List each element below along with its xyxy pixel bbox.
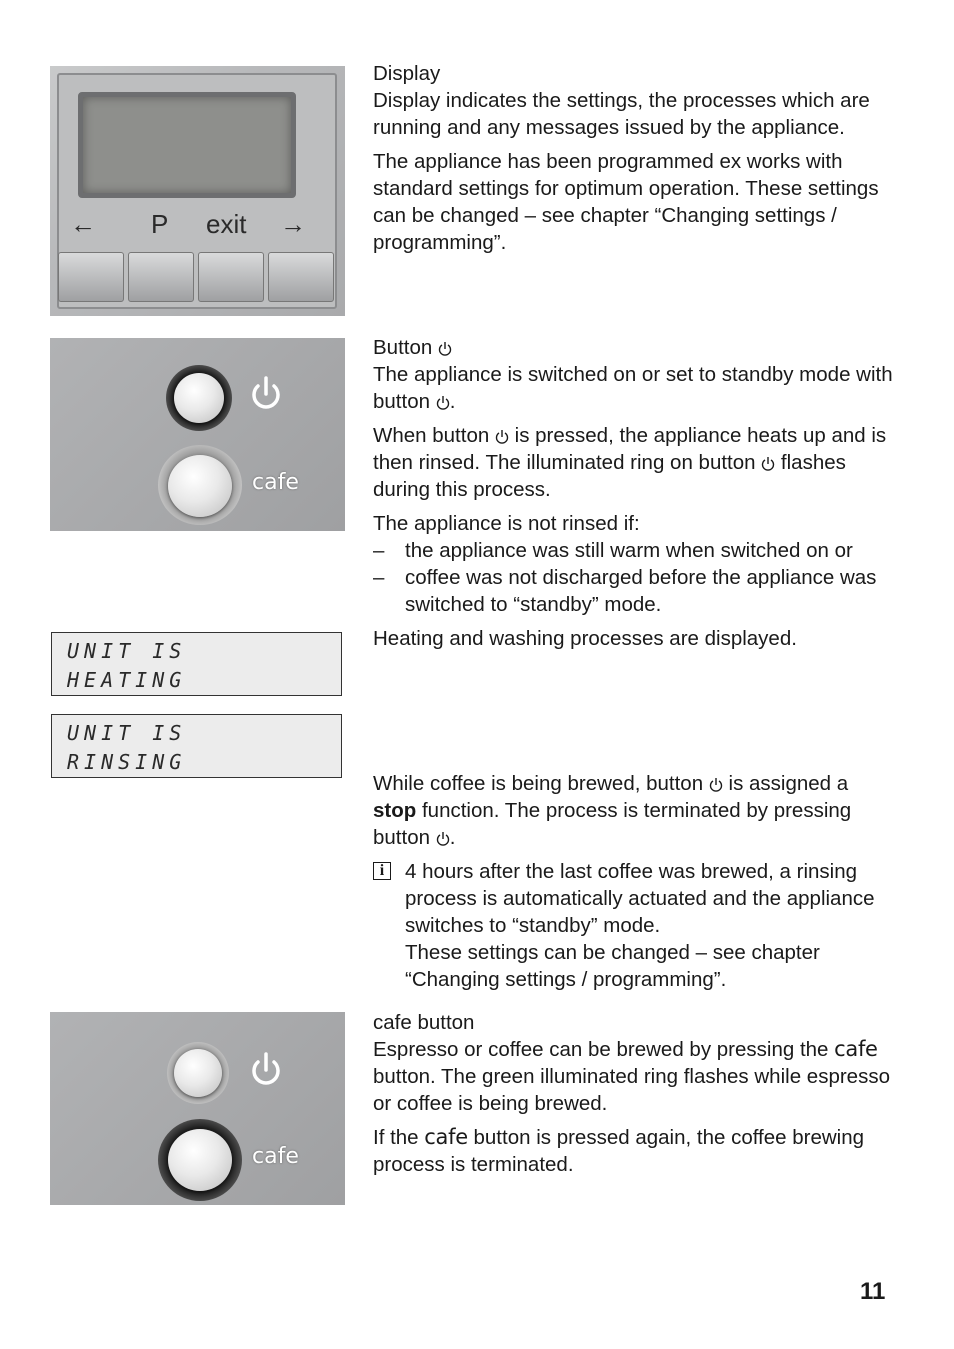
lcd-heating-line-1: UNIT IS bbox=[67, 639, 187, 663]
left-arrow-label: ← bbox=[70, 209, 96, 239]
info-text-2: These settings can be changed – see chapter “Changing settings / programming”. bbox=[405, 941, 820, 991]
lcd-rinsing-box bbox=[51, 714, 342, 778]
power-para-2b: is pressed, the appliance heats up and is then rinsed. The illuminated ring on button bbox=[373, 424, 887, 474]
lcd-heating-line-2: HEATING bbox=[67, 668, 187, 692]
display-key-2 bbox=[128, 252, 194, 302]
cafe-button-knob bbox=[168, 455, 232, 517]
power-icon bbox=[248, 374, 284, 414]
cafe-button-knob bbox=[168, 1129, 232, 1191]
stop-para-b: is assigned a bbox=[722, 772, 849, 795]
display-heading: Display bbox=[373, 62, 441, 85]
power-icon bbox=[438, 340, 452, 356]
power-icon bbox=[436, 830, 450, 846]
display-key-4 bbox=[268, 252, 334, 302]
power-text-block bbox=[373, 334, 893, 652]
info-note bbox=[373, 858, 893, 993]
stop-para-c: function. The process is terminated by pressing button bbox=[373, 799, 852, 849]
page-number: 11 bbox=[860, 1278, 886, 1305]
cafe-para-1 bbox=[373, 1036, 893, 1117]
list-item: – the appliance was still warm when switched on or bbox=[373, 537, 893, 564]
power-heading-text: Button bbox=[373, 336, 433, 359]
power-para-2a: When button bbox=[373, 424, 495, 447]
info-text: 4 hours after the last coffee was brewed, a rinsing process is automatically actuated and the appliance switches to “standby” mode. bbox=[405, 860, 875, 937]
display-text-block bbox=[373, 60, 893, 256]
right-arrow-label: → bbox=[280, 209, 306, 239]
power-para-4: Heating and washing processes are displayed. bbox=[373, 627, 797, 650]
power-icon bbox=[436, 394, 450, 410]
cafe-para-1b: button. The green illuminated ring flashes while espresso or coffee is being brewed. bbox=[373, 1065, 890, 1115]
stop-para bbox=[373, 770, 893, 851]
p-label: P bbox=[151, 209, 169, 239]
power-heading bbox=[373, 334, 893, 361]
power-para-1 bbox=[373, 361, 893, 415]
power-icon bbox=[248, 1050, 284, 1090]
cafe-para-2 bbox=[373, 1124, 893, 1178]
stop-para-a: While coffee is being brewed, button bbox=[373, 772, 709, 795]
cafe-text-block bbox=[373, 1009, 893, 1178]
display-para-1: Display indicates the settings, the processes which are running and any messages issued by the appliance. bbox=[373, 89, 870, 139]
display-key-3 bbox=[198, 252, 264, 302]
list-item: – coffee was not discharged before the appliance was switched to “standby” mode. bbox=[373, 564, 893, 618]
power-para-2c: flashes during this process. bbox=[373, 451, 846, 501]
cafe-word: cafe bbox=[834, 1037, 878, 1061]
lcd-screen bbox=[78, 92, 296, 198]
lcd-heating-box bbox=[51, 632, 342, 696]
info-icon: i bbox=[373, 862, 391, 880]
stop-para-d: . bbox=[449, 826, 456, 849]
display-panel-image bbox=[50, 66, 345, 316]
power-para-2 bbox=[373, 422, 893, 503]
cafe-label: cafe bbox=[252, 470, 299, 495]
power-icon bbox=[761, 455, 775, 471]
lcd-rinsing-line-1: UNIT IS bbox=[67, 721, 187, 745]
display-key-1 bbox=[58, 252, 124, 302]
display-para-2: The appliance has been programmed ex works with standard settings for optimum operation. These settings can be changed – see chapter “Changing settings / programming”. bbox=[373, 150, 879, 254]
cafe-heading: cafe button bbox=[373, 1011, 475, 1034]
power-button-knob bbox=[174, 1049, 222, 1097]
lcd-rinsing-line-2: RINSING bbox=[67, 750, 187, 774]
power-para-1b: . bbox=[449, 390, 456, 413]
power-button-knob bbox=[174, 373, 224, 423]
power-icon bbox=[495, 428, 509, 444]
cafe-para-2a: If the bbox=[373, 1126, 425, 1149]
power-para-3: The appliance is not rinsed if: bbox=[373, 512, 640, 535]
cafe-para-1a: Espresso or coffee can be brewed by pressing the bbox=[373, 1038, 835, 1061]
power-para-1a: The appliance is switched on or set to standby mode with button bbox=[373, 363, 893, 413]
exit-label: exit bbox=[206, 209, 247, 239]
not-rinsed-list bbox=[373, 537, 893, 618]
cafe-button-image bbox=[50, 1012, 345, 1205]
stop-word: stop bbox=[373, 799, 417, 822]
power-button-image bbox=[50, 338, 345, 531]
stop-text-block bbox=[373, 770, 893, 993]
cafe-label: cafe bbox=[252, 1144, 299, 1169]
power-icon bbox=[709, 776, 723, 792]
cafe-para-2b: button is pressed again, the coffee brewing process is terminated. bbox=[373, 1126, 865, 1176]
cafe-word: cafe bbox=[424, 1125, 468, 1149]
